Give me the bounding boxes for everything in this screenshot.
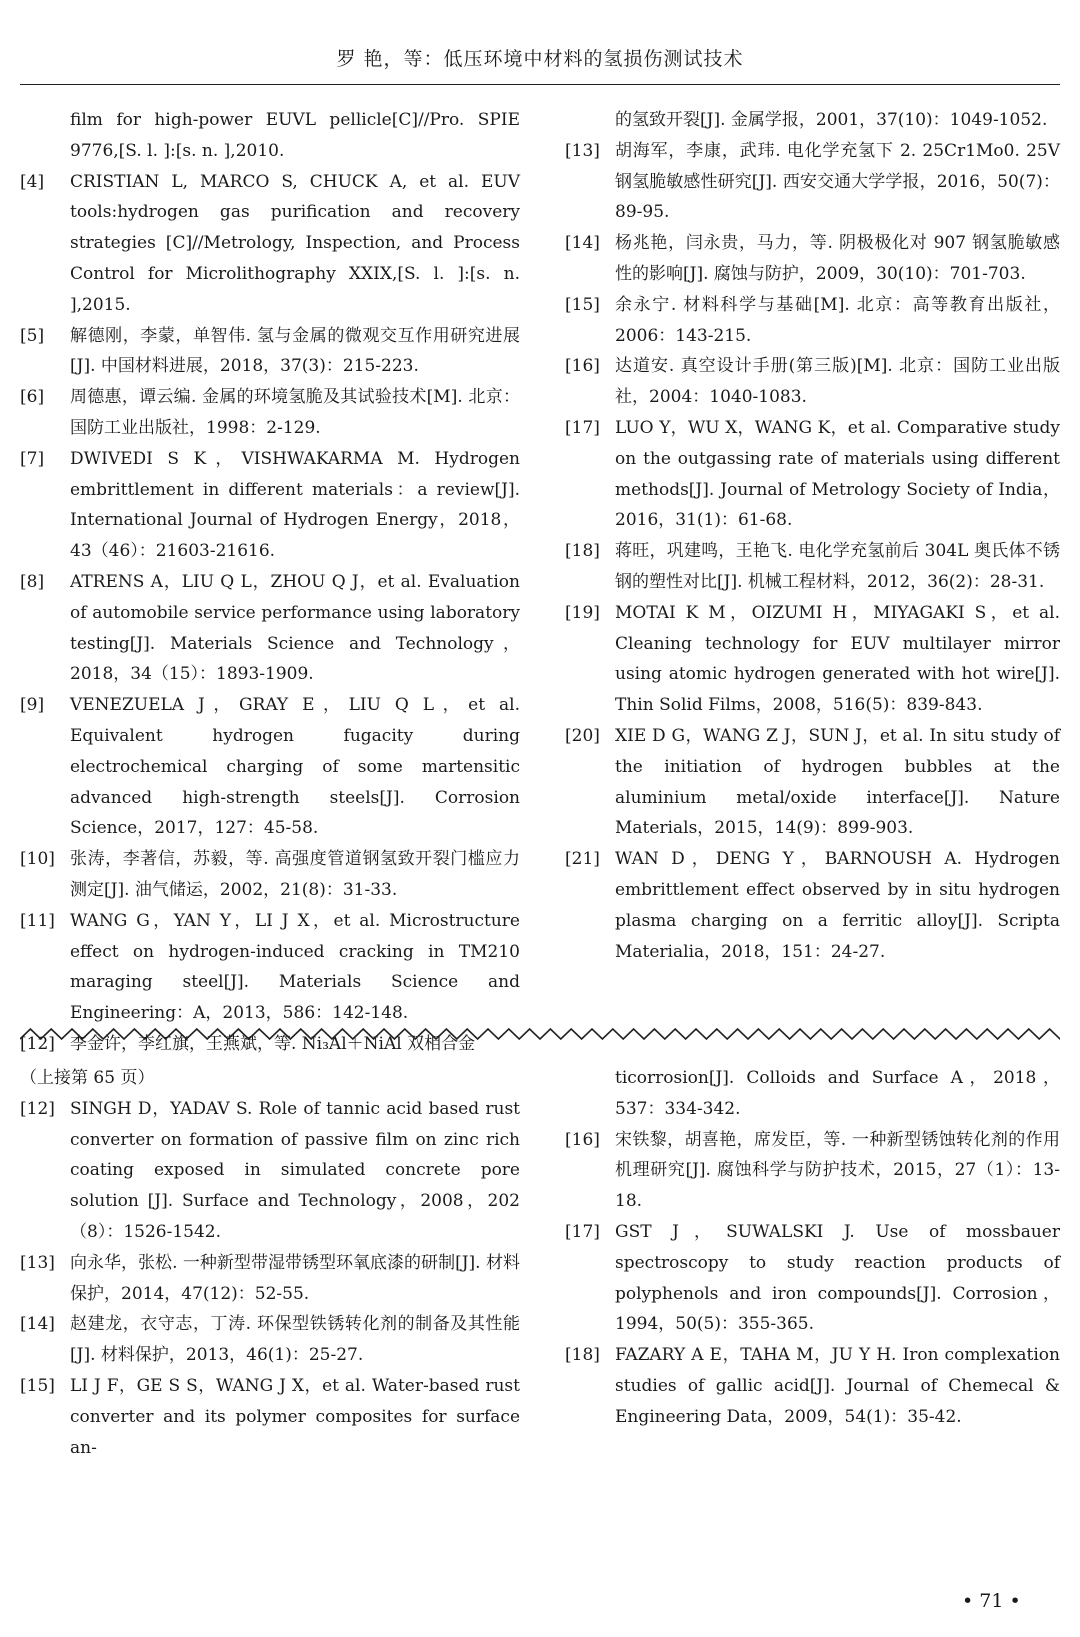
reference-text: 宋铁黎，胡喜艳，席发臣，等. 一种新型锈蚀转化剂的作用机理研究[J]. 腐蚀科学与防护技术，2015，27（1）：13-18. [615, 1129, 1060, 1212]
reference-text: 解德刚，李蒙，单智伟. 氢与金属的微观交互作用研究进展[J]. 中国材料进展，2018，37(3)：215-223. [70, 325, 520, 377]
wavy-separator [20, 1024, 1060, 1044]
reference-entry [565, 1340, 1060, 1432]
reference-number: [14] [20, 1314, 55, 1335]
reference-number: [18] [565, 541, 600, 562]
bottom-left-column [20, 1063, 520, 1463]
reference-text: CRISTIAN L, MARCO S, CHUCK A, et al. EUV tools:hydrogen gas purification and recovery strategies [C]//Metrology, Inspection, and Process Control for Microlithography XXIX,[S. l. ]:[s. n. ],2015. [70, 171, 520, 315]
reference-list [20, 167, 520, 1060]
reference-number: [13] [565, 140, 600, 161]
reference-entry [20, 444, 520, 567]
reference-number: [16] [565, 1129, 600, 1150]
reference-entry [565, 536, 1060, 598]
running-header: 罗 艳，等：低压环境中材料的氢损伤测试技术 [336, 48, 744, 70]
reference-entry [20, 1309, 520, 1371]
reference-entry [565, 351, 1060, 413]
reference-text: VENEZUELA J，GRAY E，LIU Q L，et al. Equivalent hydrogen fugacity during electrochemical charging of some martensitic advanced high-strength steels[J]. Corrosion Science，2017，127：45-58. [70, 695, 520, 839]
reference-entry [20, 1371, 520, 1463]
reference-number: [5] [20, 325, 45, 346]
reference-entry [20, 1248, 520, 1310]
page-number: • 71 • [962, 1590, 1021, 1612]
reference-number: [18] [565, 1345, 600, 1366]
continued-from-note: （上接第 65 页） [20, 1068, 155, 1088]
reference-number: [13] [20, 1252, 55, 1273]
reference-text: 余永宁. 材料科学与基础[M]. 北京：高等教育出版社，2006：143-215. [615, 294, 1060, 346]
reference-entry [565, 1217, 1060, 1340]
reference-text: GST J，SUWALSKI J. Use of mossbauer spectroscopy to study reaction products of polyphenols and iron compounds[J]. Corrosion，1994，50(5)：355-365. [615, 1221, 1060, 1335]
reference-entry [20, 690, 520, 844]
reference-entry [20, 382, 520, 444]
reference-number: [12] [20, 1098, 55, 1119]
reference-continuation: ticorrosion[J]. Colloids and Surface A，2018，537：334-342. [615, 1068, 1060, 1119]
reference-text: 张涛，李著信，苏毅，等. 高强度管道钢氢致开裂门槛应力测定[J]. 油气储运，2002，21(8)：31-33. [70, 849, 520, 900]
reference-continuation: 的氢致开裂[J]. 金属学报，2001，37(10)：1049-1052. [615, 110, 1048, 130]
reference-text: 赵建龙，衣守志，丁涛. 环保型铁锈转化剂的制备及其性能[J]. 材料保护，2013，46(1)：25-27. [70, 1314, 520, 1366]
reference-entry [20, 567, 520, 690]
reference-number: [20] [565, 725, 600, 746]
reference-text: XIE D G，WANG Z J，SUN J，et al. In situ study of the initiation of hydrogen bubbles at the aluminium metal/oxide interface[J]. Nature Materials，2015，14(9)：899-903. [615, 725, 1060, 839]
reference-number: [21] [565, 849, 600, 870]
reference-text: LI J F，GE S S，WANG J X，et al. Water-based rust converter and its polymer composites for surface an- [70, 1375, 520, 1458]
reference-entry [20, 906, 520, 1029]
reference-entry [20, 167, 520, 321]
reference-number: [15] [20, 1375, 55, 1396]
reference-number: [7] [20, 448, 45, 469]
reference-text: 杨兆艳，闫永贵，马力，等. 阴极极化对 907 钢氢脆敏感性的影响[J]. 腐蚀与防护，2009，30(10)：701-703. [615, 233, 1060, 284]
reference-entry [565, 290, 1060, 352]
reference-list [565, 1125, 1060, 1433]
reference-text: 向永华，张松. 一种新型带湿带锈型环氧底漆的研制[J]. 材料保护，2014，47(12)：52-55. [70, 1252, 520, 1304]
reference-entry [20, 1094, 520, 1248]
reference-number: [9] [20, 695, 45, 716]
reference-list [565, 136, 1060, 968]
reference-number: [17] [565, 1221, 600, 1242]
reference-text: 胡海军，李康，武玮. 电化学充氢下 2. 25Cr1Mo0. 25V 钢氢脆敏感性研究[J]. 西安交通大学学报，2016，50(7)：89-95. [615, 140, 1060, 223]
reference-number: [15] [565, 294, 600, 315]
reference-text: 李金许，李红旗，王燕斌，等. Ni₃Al＋NiAl 双相合金 [70, 1033, 476, 1054]
reference-text: SINGH D，YADAV S. Role of tannic acid based rust converter on formation of passive film on zinc rich coating exposed in simulated concrete pore solution [J]. Surface and Technology，2008，202（8）：1526-1542. [70, 1098, 520, 1242]
reference-text: WAN D，DENG Y，BARNOUSH A. Hydrogen embrittlement effect observed by in situ hydrogen plasma charging on a ferritic alloy[J]. Scripta Materialia，2018，151：24-27. [615, 849, 1060, 962]
reference-entry [565, 228, 1060, 290]
reference-text: ATRENS A，LIU Q L，ZHOU Q J，et al. Evaluation of automobile service performance using laboratory testing[J]. Materials Science and Technology，2018，34（15）：1893-1909. [70, 571, 520, 685]
reference-entry [565, 1125, 1060, 1217]
reference-number: [11] [20, 910, 55, 931]
reference-number: [10] [20, 849, 55, 870]
reference-number: [17] [565, 417, 600, 438]
bottom-right-column [565, 1063, 1060, 1433]
reference-entry [20, 321, 520, 383]
reference-text: 周德惠，谭云编. 金属的环境氢脆及其试验技术[M]. 北京：国防工业出版社，1998：2-129. [70, 387, 520, 438]
reference-text: WANG G，YAN Y，LI J X，et al. Microstructure effect on hydrogen-induced cracking in TM210 maraging steel[J]. Materials Science and Engineering：A，2013，586：142-148. [70, 910, 520, 1024]
reference-number: [16] [565, 356, 600, 377]
reference-text: DWIVEDI S K，VISHWAKARMA M. Hydrogen embrittlement in different materials：a review[J]. International Journal of Hydrogen Energy，2018，43（46）：21603-21616. [70, 448, 520, 562]
reference-text: 达道安. 真空设计手册(第三版)[M]. 北京：国防工业出版社，2004：1040-1083. [615, 356, 1060, 408]
reference-text: MOTAI K M，OIZUMI H，MIYAGAKI S，et al. Cleaning technology for EUV multilayer mirror using atomic hydrogen generated with hot wire[J]. Thin Solid Films，2008，516(5)：839-843. [615, 602, 1060, 716]
reference-entry [20, 844, 520, 906]
reference-entry [565, 844, 1060, 967]
top-right-column [565, 105, 1060, 967]
reference-number: [6] [20, 387, 45, 408]
reference-entry [565, 598, 1060, 721]
reference-number: [8] [20, 571, 45, 592]
reference-entry [565, 413, 1060, 536]
header-divider [20, 84, 1060, 85]
reference-number: [4] [20, 171, 45, 192]
reference-entry [565, 136, 1060, 228]
reference-number: [14] [565, 233, 600, 254]
top-left-column [20, 105, 520, 1060]
reference-list [20, 1094, 520, 1464]
reference-text: LUO Y，WU X，WANG K，et al. Comparative study on the outgassing rate of materials using different methods[J]. Journal of Metrology Society of India，2016，31(1)：61-68. [615, 417, 1060, 531]
reference-text: FAZARY A E，TAHA M，JU Y H. Iron complexation studies of gallic acid[J]. Journal of Chemecal & Engineering Data，2009，54(1)：35-42. [615, 1345, 1060, 1427]
reference-number: [19] [565, 602, 600, 623]
reference-text: 蒋旺，巩建鸣，王艳飞. 电化学充氢前后 304L 奥氏体不锈钢的塑性对比[J]. 机械工程材料，2012，36(2)：28-31. [615, 541, 1060, 592]
reference-continuation: film for high-power EUVL pellicle[C]//Pro. SPIE 9776,[S. l. ]:[s. n. ],2010. [70, 110, 520, 161]
reference-entry [565, 721, 1060, 844]
reference-number: [12] [20, 1033, 55, 1054]
